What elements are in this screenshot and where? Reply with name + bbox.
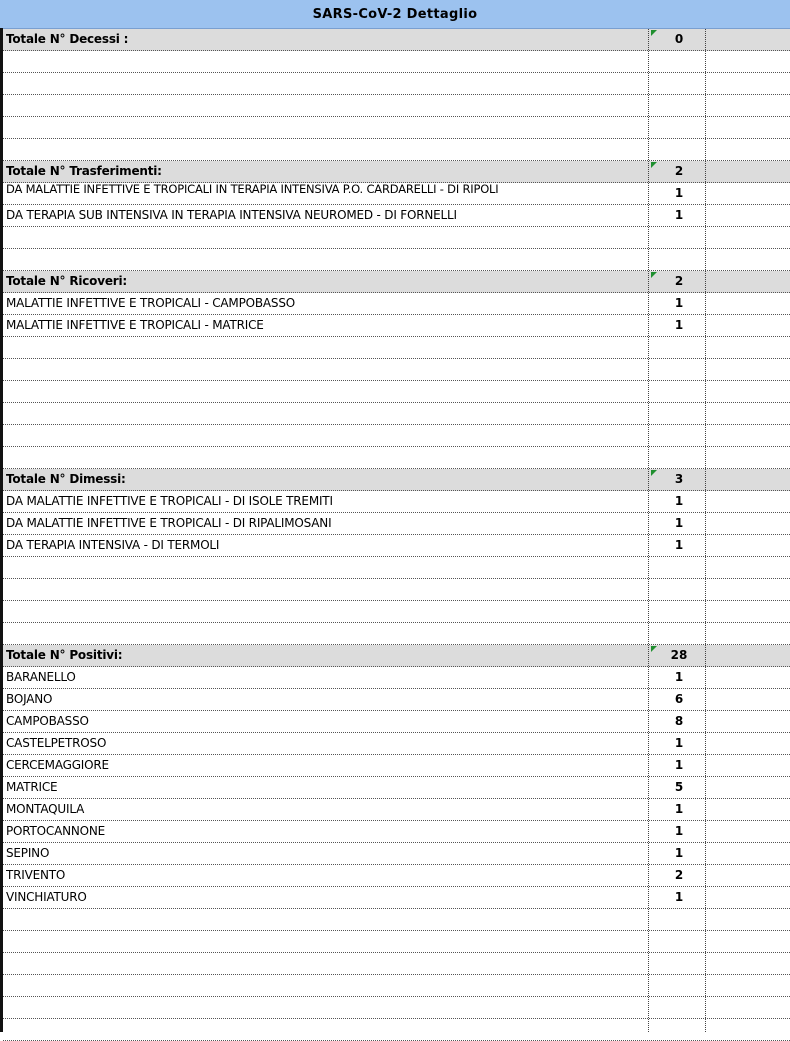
row-label: MALATTIE INFETTIVE E TROPICALI - CAMPOBASSO bbox=[6, 296, 295, 310]
row-label: CERCEMAGGIORE bbox=[6, 758, 109, 772]
section-total: 2 bbox=[674, 164, 684, 178]
row-value: 1 bbox=[674, 670, 684, 684]
empty-row[interactable] bbox=[3, 139, 790, 161]
empty-row[interactable] bbox=[3, 425, 790, 447]
table-row[interactable] bbox=[3, 865, 790, 887]
row-value: 1 bbox=[674, 824, 684, 838]
row-label: MATRICE bbox=[6, 780, 58, 794]
row-value: 5 bbox=[674, 780, 684, 794]
empty-row[interactable] bbox=[3, 1019, 790, 1041]
row-label: CAMPOBASSO bbox=[6, 714, 89, 728]
sheet-title: SARS-CoV-2 Dettaglio bbox=[0, 0, 790, 29]
section-header-label: Totale N° Dimessi: bbox=[6, 472, 126, 486]
empty-row[interactable] bbox=[3, 117, 790, 139]
section-header-label: Totale N° Trasferimenti: bbox=[6, 164, 162, 178]
row-label: BARANELLO bbox=[6, 670, 76, 684]
table-row[interactable] bbox=[3, 777, 790, 799]
empty-row[interactable] bbox=[3, 953, 790, 975]
empty-row[interactable] bbox=[3, 359, 790, 381]
table-row[interactable] bbox=[3, 293, 790, 315]
table-row[interactable] bbox=[3, 689, 790, 711]
row-label: BOJANO bbox=[6, 692, 53, 706]
column-divider bbox=[648, 29, 649, 1032]
table-body bbox=[3, 29, 790, 1041]
empty-row[interactable] bbox=[3, 249, 790, 271]
section-header-row[interactable] bbox=[3, 29, 790, 51]
empty-row[interactable] bbox=[3, 403, 790, 425]
empty-row[interactable] bbox=[3, 975, 790, 997]
empty-row[interactable] bbox=[3, 95, 790, 117]
row-label: VINCHIATURO bbox=[6, 890, 87, 904]
section-total: 3 bbox=[674, 472, 684, 486]
section-header-row[interactable] bbox=[3, 469, 790, 491]
table-row[interactable] bbox=[3, 799, 790, 821]
table-row[interactable] bbox=[3, 491, 790, 513]
table-row[interactable] bbox=[3, 535, 790, 557]
empty-row[interactable] bbox=[3, 51, 790, 73]
row-value: 1 bbox=[674, 758, 684, 772]
table-row[interactable] bbox=[3, 315, 790, 337]
row-label: DA MALATTIE INFETTIVE E TROPICALI - DI RIPALIMOSANI bbox=[6, 516, 332, 530]
row-label: PORTOCANNONE bbox=[6, 824, 106, 838]
row-label: DA MALATTIE INFETTIVE E TROPICALI IN TERAPIA INTENSIVA P.O. CARDARELLI - DI RIPOLI bbox=[6, 183, 499, 196]
table-row[interactable] bbox=[3, 205, 790, 227]
column-divider bbox=[705, 29, 706, 1032]
table-row[interactable] bbox=[3, 755, 790, 777]
table-row[interactable] bbox=[3, 843, 790, 865]
empty-row[interactable] bbox=[3, 337, 790, 359]
row-value: 1 bbox=[674, 208, 684, 222]
row-label: MONTAQUILA bbox=[6, 802, 85, 816]
section-header-row[interactable] bbox=[3, 161, 790, 183]
row-value: 1 bbox=[674, 494, 684, 508]
row-value: 1 bbox=[674, 736, 684, 750]
row-value: 1 bbox=[674, 538, 684, 552]
section-header-label: Totale N° Positivi: bbox=[6, 648, 123, 662]
row-label: DA TERAPIA SUB INTENSIVA IN TERAPIA INTENSIVA NEUROMED - DI FORNELLI bbox=[6, 208, 457, 222]
empty-row[interactable] bbox=[3, 601, 790, 623]
row-value: 1 bbox=[674, 186, 684, 200]
empty-row[interactable] bbox=[3, 447, 790, 469]
table-row[interactable] bbox=[3, 667, 790, 689]
section-header-label: Totale N° Ricoveri: bbox=[6, 274, 128, 288]
table-row[interactable] bbox=[3, 711, 790, 733]
empty-row[interactable] bbox=[3, 557, 790, 579]
section-header-row[interactable] bbox=[3, 271, 790, 293]
section-header-label: Totale N° Decessi : bbox=[6, 32, 129, 46]
empty-row[interactable] bbox=[3, 931, 790, 953]
section-header-row[interactable] bbox=[3, 645, 790, 667]
row-value: 1 bbox=[674, 318, 684, 332]
table-row[interactable] bbox=[3, 821, 790, 843]
row-label: TRIVENTO bbox=[6, 868, 66, 882]
row-value: 8 bbox=[674, 714, 684, 728]
table-row[interactable] bbox=[3, 513, 790, 535]
row-label: DA MALATTIE INFETTIVE E TROPICALI - DI ISOLE TREMITI bbox=[6, 494, 333, 508]
row-value: 1 bbox=[674, 516, 684, 530]
table-row[interactable] bbox=[3, 733, 790, 755]
row-label: CASTELPETROSO bbox=[6, 736, 107, 750]
row-value: 1 bbox=[674, 846, 684, 860]
empty-row[interactable] bbox=[3, 227, 790, 249]
row-value: 2 bbox=[674, 868, 684, 882]
row-label: DA TERAPIA INTENSIVA - DI TERMOLI bbox=[6, 538, 220, 552]
empty-row[interactable] bbox=[3, 579, 790, 601]
row-value: 6 bbox=[674, 692, 684, 706]
empty-row[interactable] bbox=[3, 909, 790, 931]
table-row[interactable] bbox=[3, 887, 790, 909]
table-row[interactable] bbox=[3, 183, 790, 205]
empty-row[interactable] bbox=[3, 997, 790, 1019]
row-label: MALATTIE INFETTIVE E TROPICALI - MATRICE bbox=[6, 318, 264, 332]
section-total: 2 bbox=[674, 274, 684, 288]
empty-row[interactable] bbox=[3, 623, 790, 645]
empty-row[interactable] bbox=[3, 73, 790, 95]
row-value: 1 bbox=[674, 802, 684, 816]
row-value: 1 bbox=[674, 890, 684, 904]
row-label: SEPINO bbox=[6, 846, 50, 860]
row-value: 1 bbox=[674, 296, 684, 310]
section-total: 28 bbox=[670, 648, 688, 662]
section-total: 0 bbox=[674, 32, 684, 46]
empty-row[interactable] bbox=[3, 381, 790, 403]
